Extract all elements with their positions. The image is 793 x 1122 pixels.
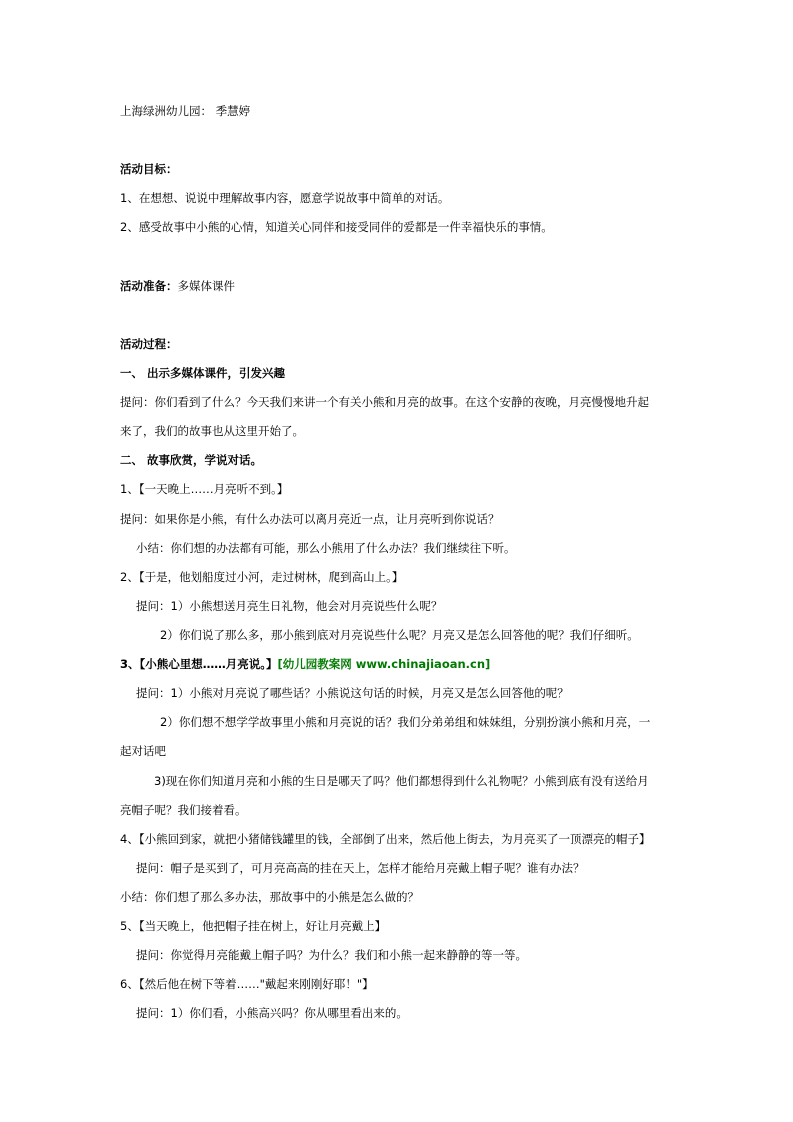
process-heading: 活动过程： [120,337,178,351]
section-1-question: 提问：你们看到了什么？今天我们来讲一个有关小熊和月亮的故事。在这个安静的夜晚，月亮慢慢地升起 [120,395,649,409]
watermark-text: [幼儿园教案网 www.chinajiaoan.cn] [277,657,491,671]
step-3-question-1: 提问：1）小熊对月亮说了哪些话？小熊说这句话的时候，月亮又是怎么回答他的呢？ [136,686,569,700]
section-1-question-cont: 来了，我们的故事也从这里开始了。 [120,424,304,438]
step-3-title: 3、【小熊心里想……月亮说。】 [120,657,278,671]
prep-text: 多媒体课件 [177,279,235,293]
step-2-question-2: 2）你们说了那么多，那小熊到底对月亮说些什么呢？月亮又是怎么回答他的呢？我们仔细听。 [160,628,639,642]
goal-item-2: 2、感受故事中小熊的心情，知道关心同伴和接受同伴的爱都是一件幸福快乐的事情。 [120,220,553,234]
step-5-question: 提问：你觉得月亮能戴上帽子吗？为什么？我们和小熊一起来静静的等一等。 [136,948,527,962]
step-4-title: 4、【小熊回到家，就把小猪储钱罐里的钱，全部倒了出来，然后他上街去，为月亮买了一顶漂亮的帽子】 [120,832,651,846]
section-1-title: 一、 出示多媒体课件，引发兴趣 [120,366,286,380]
goal-item-1: 1、在想想、说说中理解故事内容，愿意学说故事中简单的对话。 [120,191,450,205]
step-3-question-3: 3)现在你们知道月亮和小熊的生日是哪天了吗？他们都想得到什么礼物呢？小熊到底有没有送给月 [154,774,649,788]
step-3-line [120,656,490,672]
prep-heading: 活动准备： [120,279,178,293]
author-line: 上海绿洲幼儿园： 季慧婷 [120,104,251,118]
step-3-question-3-cont: 亮帽子呢？我们接着看。 [120,803,247,817]
section-2-title: 二、 故事欣赏，学说对话。 [120,453,263,467]
step-1-question: 提问：如果你是小熊，有什么办法可以离月亮近一点，让月亮听到你说话？ [120,512,500,526]
step-3-question-2-cont: 起对话吧 [120,744,166,758]
step-6-question: 提问：1）你们看，小熊高兴吗？你从哪里看出来的。 [136,1006,408,1020]
step-4-question: 提问：帽子是买到了，可月亮高高的挂在天上，怎样才能给月亮戴上帽子呢？谁有办法？ [136,861,585,875]
step-2-title: 2、【于是，他划船度过小河，走过树林，爬到高山上。】 [120,570,404,584]
step-1-summary: 小结：你们想的办法都有可能，那么小熊用了什么办法？我们继续往下听。 [136,541,516,555]
step-2-question-1: 提问：1）小熊想送月亮生日礼物，他会对月亮说些什么呢？ [136,599,443,613]
step-6-title: 6、【然后他在树下等着……"戴起来刚刚好耶！"】 [120,977,374,991]
step-1-title: 1、【一天晚上……月亮听不到。】 [120,482,289,496]
step-5-title: 5、【当天晚上，他把帽子挂在树上，好让月亮戴上】 [120,919,387,933]
goals-heading: 活动目标： [120,162,178,176]
prep-line [120,278,235,294]
step-3-question-2: 2）你们想不想学学故事里小熊和月亮说的话？我们分弟弟组和妹妹组，分别扮演小熊和月亮，一 [160,715,651,729]
step-4-summary: 小结：你们想了那么多办法，那故事中的小熊是怎么做的？ [120,890,419,904]
